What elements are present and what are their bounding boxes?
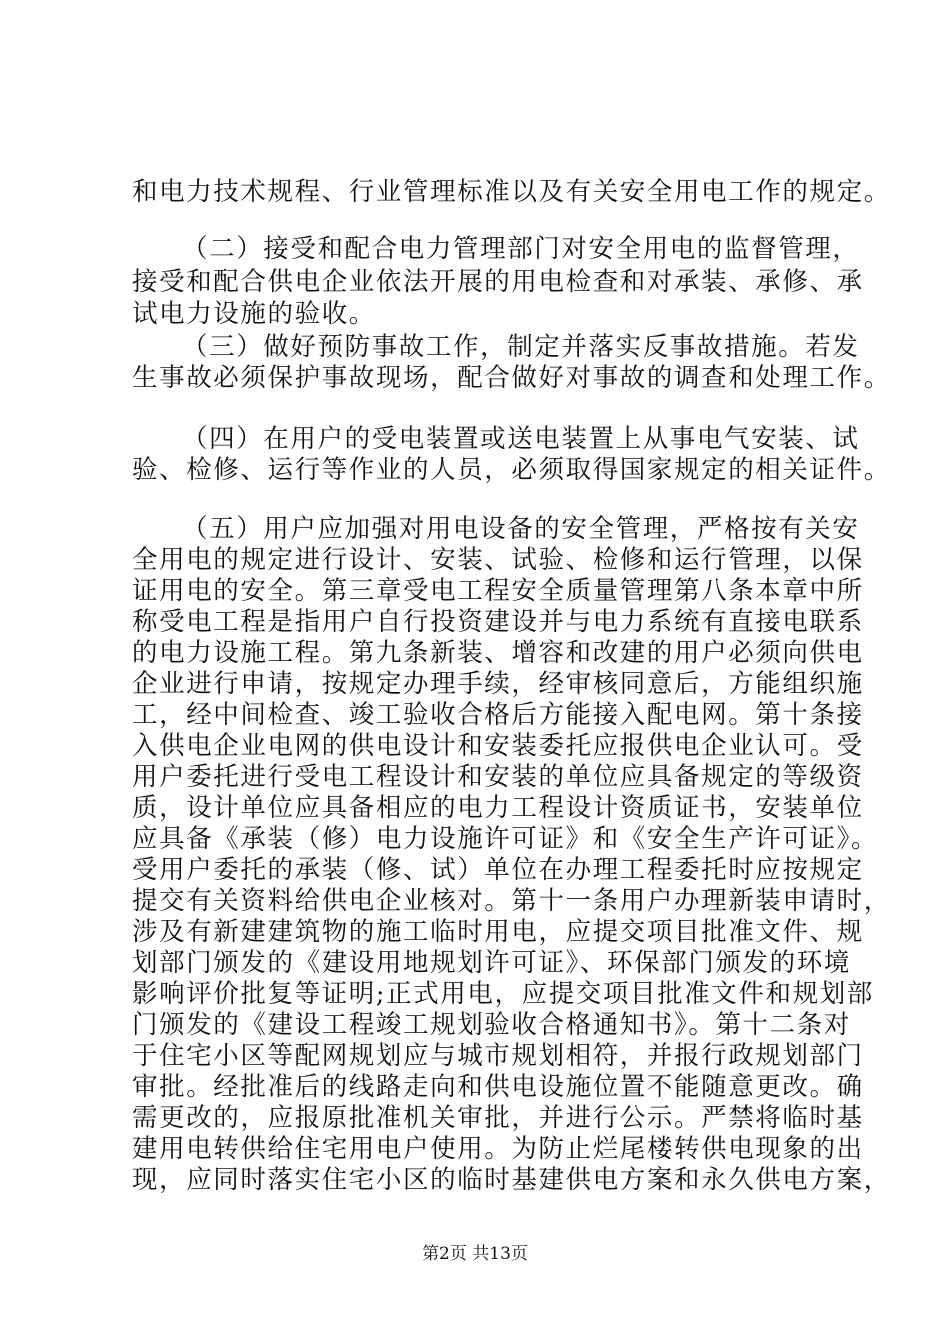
text-line-24: 影响评价批复等证明;正式用电，应提交项目批准文件和规划部 (132, 979, 874, 1009)
text-line-28: 需更改的，应报原批准机关审批，并进行公示。严禁将临时基 (132, 1103, 864, 1133)
text-line-22: 涉及有新建建筑物的施工临时用电，应提交项目批准文件、规 (132, 917, 864, 947)
text-line-16: 入供电企业电网的供电设计和安装委托应报供电企业认可。受 (132, 731, 864, 761)
text-line-20: 受用户委托的承装（修、试）单位在办理工程委托时应按规定 (132, 855, 864, 885)
text-line-26: 于住宅小区等配网规划应与城市规划相符，并报行政规划部门 (132, 1041, 864, 1071)
text-line-15: 工，经中间检查、竣工验收合格后方能接入配电网。第十条接 (132, 700, 864, 730)
text-line-19: 应具备《承装（修）电力设施许可证》和《安全生产许可证》。 (132, 824, 879, 854)
text-line-10: 全用电的规定进行设计、安装、试验、检修和运行管理，以保 (132, 545, 864, 575)
text-line-8: 验、检修、运行等作业的人员，必须取得国家规定的相关证件。 (132, 455, 891, 485)
text-line-14: 企业进行申请，按规定办理手续，经审核同意后，方能组织施 (132, 669, 864, 699)
text-line-23: 划部门颁发的《建设用地规划许可证》、环保部门颁发的环境 (132, 948, 851, 978)
page-number-footer: 第2页 共13页 (422, 1244, 528, 1264)
text-line-9: （五）用户应加强对用电设备的安全管理，严格按有关安 (182, 514, 860, 544)
text-line-2: （二）接受和配合电力管理部门对安全用电的监督管理， (182, 234, 860, 264)
text-line-17: 用户委托进行受电工程设计和安装的单位应具备规定的等级资 (132, 762, 864, 792)
text-line-1: 和电力技术规程、行业管理标准以及有关安全用电工作的规定。 (132, 177, 891, 207)
text-line-4: 试电力设施的验收。 (132, 299, 376, 329)
text-line-6: 生事故必须保护事故现场，配合做好对事故的调查和处理工作。 (132, 363, 891, 393)
text-line-13: 的电力设施工程。第九条新装、增容和改建的用户必须向供电 (132, 638, 864, 668)
text-line-18: 质，设计单位应具备相应的电力工程设计资质证书，安装单位 (132, 793, 864, 823)
text-line-11: 证用电的安全。第三章受电工程安全质量管理第八条本章中所 (132, 576, 864, 606)
text-line-7: （四）在用户的受电装置或送电装置上从事电气安装、试 (182, 424, 860, 454)
text-line-5: （三）做好预防事故工作，制定并落实反事故措施。若发 (182, 332, 860, 362)
text-line-3: 接受和配合供电企业依法开展的用电检查和对承装、承修、承 (132, 267, 864, 297)
text-line-12: 称受电工程是指用户自行投资建设并与电力系统有直接电联系 (132, 607, 864, 637)
text-line-21: 提交有关资料给供电企业核对。第十一条用户办理新装申请时， (132, 886, 891, 916)
text-line-30: 现，应同时落实住宅小区的临时基建供电方案和永久供电方案， (132, 1165, 891, 1195)
text-line-25: 门颁发的《建设工程竣工规划验收合格通知书》。第十二条对 (132, 1010, 851, 1040)
text-line-27: 审批。经批准后的线路走向和供电设施位置不能随意更改。确 (132, 1072, 864, 1102)
text-line-29: 建用电转供给住宅用电户使用。为防止烂尾楼转供电现象的出 (132, 1134, 864, 1164)
